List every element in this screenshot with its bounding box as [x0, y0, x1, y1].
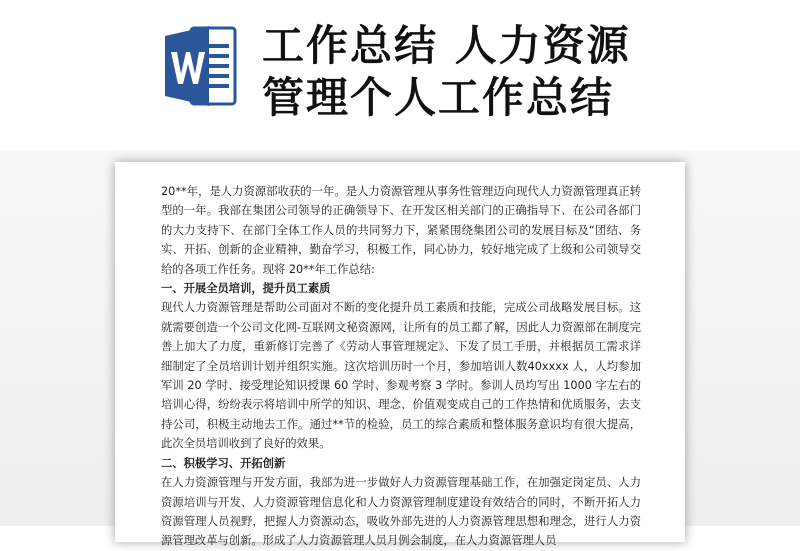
document-page — [115, 162, 685, 548]
section-heading-2: 二、积极学习、开拓创新 — [161, 456, 286, 470]
word-icon — [165, 22, 237, 110]
paragraph-intro: 20**年，是人力资源部收获的一年。是人力资源管理从事务性管理迈向现代人力资源管理真正转型的一年。我部在集团公司领导的正确领导下、在开发区相关部门的正确指导下、在公司各部门的大力支持下、在部门全体工作人员的共同努力下，紧紧围绕集团公司的发展目标及“团结、务实、开拓、创新的企业精神，勤奋学习，积极工作，同心协力，较好地完成了上级和公司领导交给的各项工作任务。现将 20**年工作总结: — [161, 185, 641, 276]
page-title-line-1: 工作总结 人力资源 — [262, 21, 631, 70]
paragraph-innovation: 在人力资源管理与开发方面，我部为进一步做好人力资源管理基础工作，在加强定岗定员、人力资源培训与开发、人力资源管理信息化和人力资源管理制度建设有效结合的同时，不断开拓人力资源管理人员视野，把握人力资源动态，吸收外部先进的人力资源管理思想和理念，进行人力资源管理改革与创新。形成了人力资源管理人员月例会制度，在人力资源管理人员 — [161, 476, 641, 548]
page-title-line-2: 管理个人工作总结 — [262, 73, 615, 122]
paragraph-training: 现代人力资源管理是帮助公司面对不断的变化提升员工素质和技能，完成公司战略发展目标。这就需要创造一个公司文化网-互联网文秘资源网，让所有的员工都了解，因此人力资源部在制度完善上加大了力度，重新修订完善了《劳动人事管理规定》、下发了员工手册，并根据员工需求详细制定了全员培训计划并组织实施。这次培训历时一个月，参加培训人数40xxxx 人，人均参加军训 20 学时、接受理论知识授课 60 学时、参观考察 3 学时。参训人员均写出 1000 字左右的培训心得，纷纷表示将培训中所学的知识、理念、价值观变成自己的工作热情和优质服务，去支持公司，积极主动地去工作。通过**节的检验，员工的综合素质和整体服务意识均有很大提高，此次全员培训收到了良好的效果。 — [161, 301, 641, 451]
document-body — [161, 182, 641, 551]
section-heading-1: 一、开展全员培训，提升员工素质 — [161, 282, 331, 296]
header-banner — [0, 0, 800, 150]
